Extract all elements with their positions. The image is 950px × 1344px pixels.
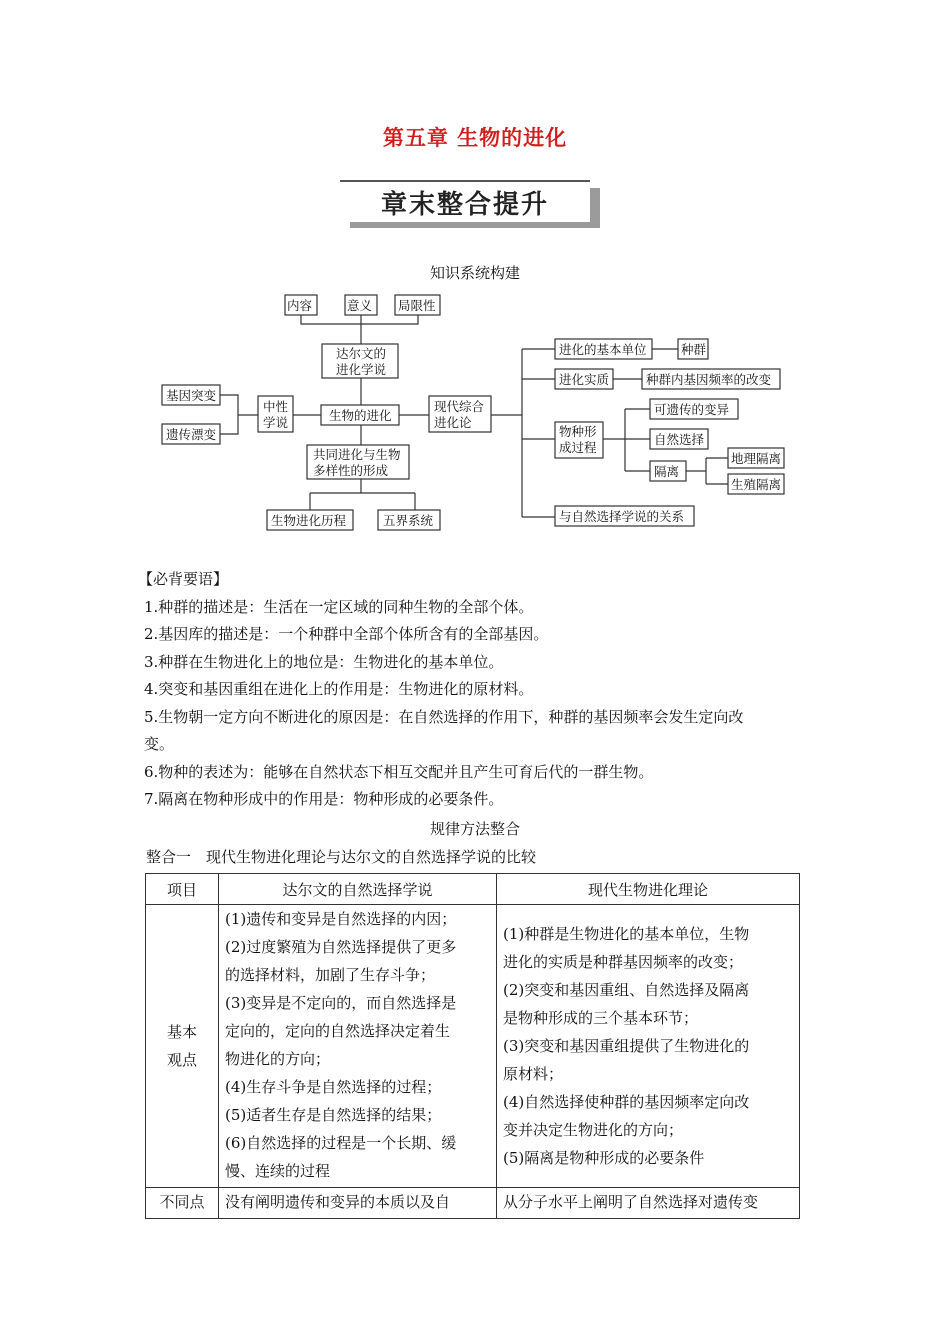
rules-heading: 规律方法整合 (429, 820, 520, 838)
label-speciation-1: 物种形 (559, 424, 597, 439)
table-row (146, 905, 800, 1188)
modern-line: (1)种群是生物进化的基本单位，生物 (503, 925, 750, 943)
darwin-cell (219, 905, 497, 1188)
chapter-title: 第五章 生物的进化 (382, 126, 568, 150)
modern-line: (5)隔离是物种形成的必要条件 (503, 1149, 705, 1167)
modern-line: 原材料； (503, 1065, 564, 1083)
row-label-diff: 不同点 (146, 1188, 219, 1219)
must-remember-section (138, 566, 818, 814)
row-label-line: 基本 (166, 1023, 197, 1041)
label-neutral-2: 学说 (263, 415, 289, 430)
header-item: 项目 (146, 874, 219, 905)
label-meaning: 意义 (347, 298, 373, 313)
modern-line: (2)突变和基因重组、自然选择及隔离 (503, 981, 750, 999)
must-remember-heading: 【必背要语】 (138, 570, 229, 588)
darwin-line: 慢、连续的过程 (225, 1162, 331, 1180)
diff-darwin-cell: 没有阐明遗传和变异的本质以及自 (219, 1188, 497, 1219)
note-item: 变。 (144, 735, 175, 753)
label-genetic-drift: 遗传漂变 (166, 427, 217, 442)
label-relation: 与自然选择学说的关系 (559, 509, 685, 524)
label-variation: 可遗传的变异 (654, 402, 730, 417)
modern-line: (3)突变和基因重组提供了生物进化的 (503, 1037, 750, 1055)
modern-line: 进化的实质是种群基因频率的改变； (503, 953, 744, 971)
label-basic-unit: 进化的基本单位 (559, 342, 647, 357)
row-label-basic (146, 905, 219, 1188)
darwin-line: (6)自然选择的过程是一个长期、缓 (225, 1134, 457, 1152)
note-item: 1.种群的描述是：生活在一定区域的同种生物的全部个体。 (144, 597, 534, 616)
row-label-line: 观点 (166, 1051, 197, 1069)
table-header-row (146, 874, 800, 905)
modern-line: 变并决定生物进化的方向； (503, 1121, 684, 1139)
section-banner (340, 180, 602, 228)
darwin-line: (2)过度繁殖为自然选择提供了更多 (225, 938, 457, 956)
table-row (146, 1188, 800, 1219)
knowledge-heading: 知识系统构建 (429, 264, 520, 282)
concept-map (150, 288, 800, 542)
label-speciation-2: 成过程 (559, 440, 597, 455)
label-modern-1: 现代综合 (434, 399, 485, 414)
label-center: 生物的进化 (329, 408, 392, 423)
label-limitation: 局限性 (398, 298, 436, 313)
darwin-line: 定向的，定向的自然选择决定着生 (225, 1022, 451, 1040)
comparison-table (145, 873, 800, 1219)
label-modern-2: 进化论 (434, 415, 472, 430)
diff-modern-cell: 从分子水平上阐明了自然选择对遗传变 (497, 1188, 800, 1219)
label-history: 生物进化历程 (271, 513, 347, 528)
label-darwin-1: 达尔文的 (336, 346, 387, 361)
label-repro-isolation: 生殖隔离 (731, 477, 782, 492)
darwin-line: (1)遗传和变异是自然选择的内因； (225, 910, 457, 928)
header-darwin: 达尔文的自然选择学说 (219, 874, 497, 905)
darwin-line: (4)生存斗争是自然选择的过程； (225, 1078, 442, 1096)
note-item: 4.突变和基因重组在进化上的作用是：生物进化的原材料。 (144, 680, 534, 698)
label-freq-change: 种群内基因频率的改变 (646, 372, 772, 387)
label-isolation: 隔离 (654, 464, 680, 479)
modern-cell (497, 905, 800, 1188)
darwin-line: 物进化的方向； (225, 1050, 331, 1068)
label-gene-mutation: 基因突变 (166, 388, 217, 403)
darwin-line: (3)变异是不定向的，而自然选择是 (225, 994, 457, 1012)
label-selection: 自然选择 (654, 432, 705, 447)
label-neutral-1: 中性 (263, 399, 289, 414)
darwin-line: 的选择材料，加剧了生存斗争； (225, 966, 436, 984)
note-item: 2.基因库的描述是：一个种群中全部个体所含有的全部基因。 (144, 625, 549, 643)
banner-box (340, 180, 590, 222)
label-geo-isolation: 地理隔离 (731, 451, 782, 466)
header-modern: 现代生物进化理论 (497, 874, 800, 905)
note-item: 5.生物朝一定方向不断进化的原因是：在自然选择的作用下，种群的基因频率会发生定向改 (144, 707, 744, 726)
note-item: 6.物种的表述为：能够在自然状态下相互交配并且产生可育后代的一群生物。 (144, 762, 654, 781)
label-population: 种群 (681, 342, 707, 357)
modern-line: 是物种形成的三个基本环节； (503, 1009, 699, 1027)
label-coevolution-1: 共同进化与生物 (313, 447, 401, 462)
banner-text: 章末整合提升 (380, 190, 549, 220)
darwin-line: (5)适者生存是自然选择的结果； (225, 1106, 442, 1124)
note-item: 7.隔离在物种形成中的作用是：物种形成的必要条件。 (144, 790, 504, 808)
label-coevolution-2: 多样性的形成 (313, 463, 389, 478)
label-essence: 进化实质 (559, 372, 610, 387)
label-darwin-2: 进化学说 (336, 362, 387, 377)
label-content: 内容 (287, 298, 313, 313)
note-item: 3.种群在生物进化上的地位是：生物进化的基本单位。 (144, 652, 504, 671)
modern-line: (4)自然选择使种群的基因频率定向改 (503, 1093, 750, 1111)
integration-title: 整合一 现代生物进化理论与达尔文的自然选择学说的比较 (146, 848, 537, 866)
label-five-kingdom: 五界系统 (383, 513, 434, 528)
